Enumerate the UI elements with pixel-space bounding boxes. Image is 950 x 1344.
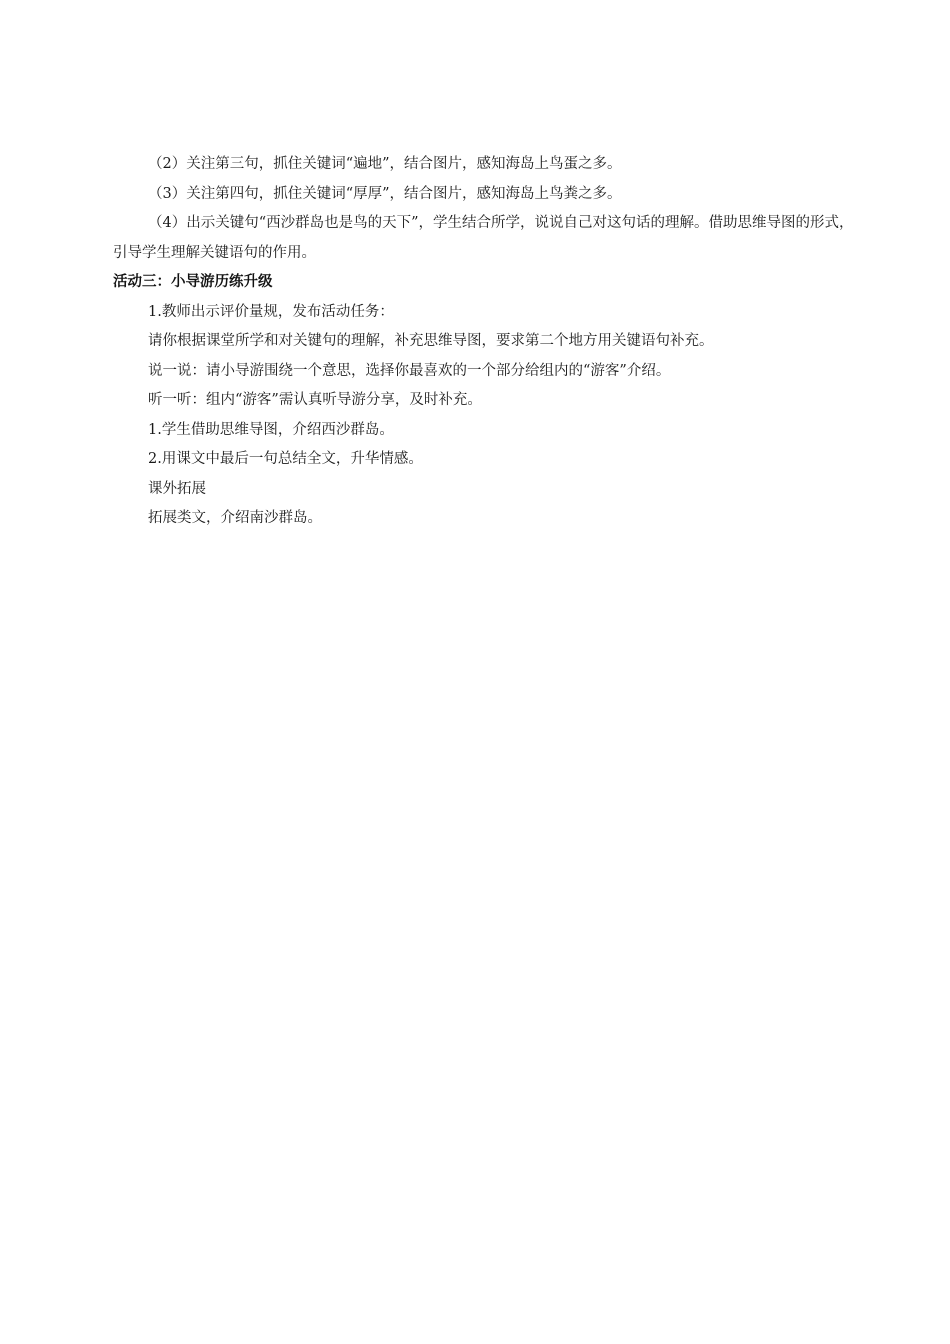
document-body [113, 150, 863, 534]
paragraph-extension-title: 课外拓展 [148, 480, 206, 497]
section-heading-activity-3: 活动三：小导游历练升级 [113, 274, 273, 290]
paragraph-listen: 听一听：组内“游客”需认真听导游分享，及时补充。 [148, 392, 482, 408]
paragraph-task-detail: 请你根据课堂所学和对关键句的理解，补充思维导图，要求第二个地方用关键语句补充。 [148, 333, 714, 349]
paragraph-task-intro: 1.教师出示评价量规，发布活动任务： [148, 303, 394, 320]
paragraph-step-2: （2）关注第三句，抓住关键词“遍地”，结合图片，感知海岛上鸟蛋之多。 [148, 156, 622, 172]
paragraph-speak: 说一说：请小导游围绕一个意思，选择你最喜欢的一个部分给组内的“游客”介绍。 [148, 362, 671, 379]
paragraph-extension-detail: 拓展类文，介绍南沙群岛。 [148, 510, 322, 526]
paragraph-step-3: （3）关注第四句，抓住关键词“厚厚”，结合图片，感知海岛上鸟粪之多。 [148, 185, 622, 202]
paragraph-step-4: （4）出示关键句“西沙群岛也是鸟的天下”，学生结合所学，说说自己对这句话的理解。借助思维导图的形式，引导学生理解关键语句的作用。 [113, 215, 854, 261]
paragraph-summary: 2.用课文中最后一句总结全文，升华情感。 [148, 451, 423, 467]
paragraph-introduce: 1.学生借助思维导图，介绍西沙群岛。 [148, 421, 394, 438]
